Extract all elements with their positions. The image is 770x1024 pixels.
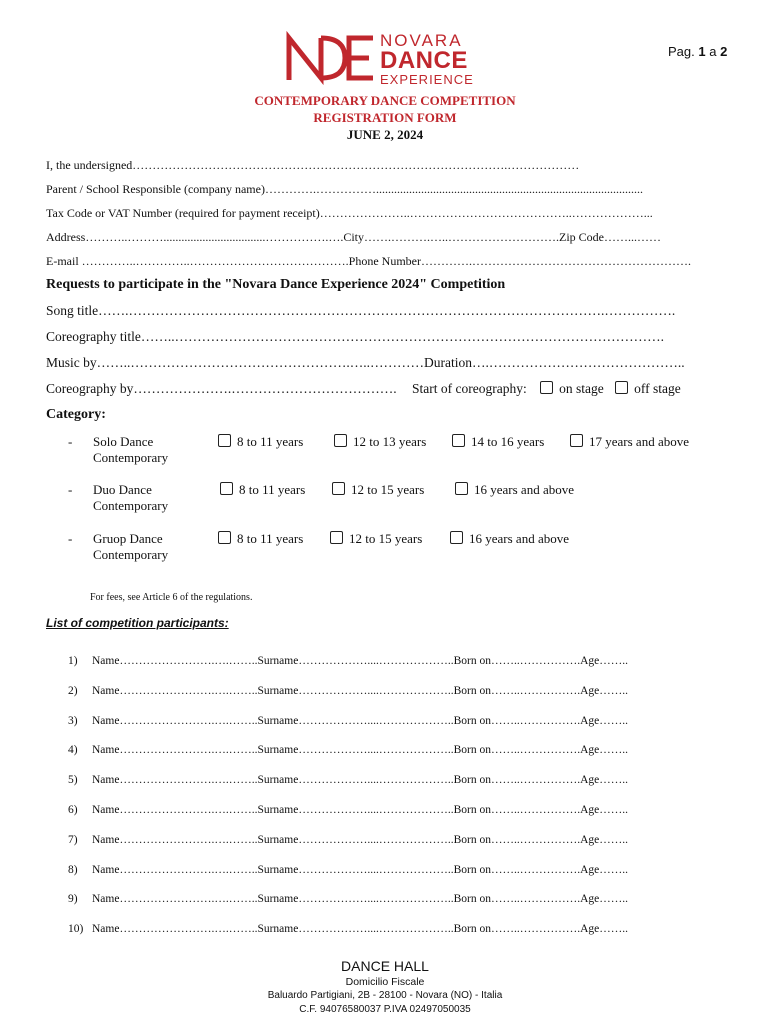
checkbox-icon bbox=[332, 482, 345, 495]
fees-note: For fees, see Article 6 of the regulations. bbox=[90, 592, 253, 603]
checkbox-icon bbox=[615, 381, 628, 394]
checkbox-icon bbox=[540, 381, 553, 394]
checkbox-icon bbox=[218, 531, 231, 544]
logo-word-dance: DANCE bbox=[380, 47, 468, 74]
participant-fields[interactable]: Name…………………….….……..Surname………………....………………..Born on……..…………….Age…….. bbox=[92, 804, 628, 816]
participant-fields[interactable]: Name…………………….….……..Surname………………....………………..Born on……..…………….Age…….. bbox=[92, 893, 628, 906]
participant-row[interactable] bbox=[68, 774, 628, 786]
participant-number: 4) bbox=[68, 744, 78, 757]
checkbox-icon bbox=[450, 531, 463, 544]
category-solo: Solo Dance Contemporary bbox=[93, 434, 169, 465]
duo-12-15-checkbox[interactable]: 12 to 15 years bbox=[332, 482, 424, 498]
logo bbox=[283, 30, 493, 90]
participant-row[interactable] bbox=[68, 744, 628, 756]
checkbox-icon bbox=[455, 482, 468, 495]
participant-fields[interactable]: Name…………………….….……..Surname………………....………………..Born on……..…………….Age…….. bbox=[92, 744, 628, 757]
footer-line3: C.F. 94076580037 P.IVA 02497050035 bbox=[299, 1004, 471, 1015]
category-heading: Category: bbox=[46, 407, 106, 422]
participant-row[interactable] bbox=[68, 834, 628, 846]
duo-8-11-checkbox[interactable]: 8 to 11 years bbox=[220, 482, 305, 498]
undersigned-field[interactable]: I, the undersigned………………………………………………………………………………….……………… bbox=[46, 158, 580, 172]
solo-12-13-checkbox[interactable]: 12 to 13 years bbox=[334, 434, 426, 450]
logo-word-experience: EXPERIENCE bbox=[380, 72, 474, 87]
participant-row[interactable] bbox=[68, 804, 628, 816]
participant-number: 5) bbox=[68, 774, 78, 787]
on-stage-checkbox[interactable]: on stage bbox=[540, 381, 604, 396]
checkbox-icon bbox=[330, 531, 343, 544]
address-field[interactable]: Address………..………..................................…………….….City…….……….…..……………………….Zip Code……...…… bbox=[46, 230, 661, 244]
participant-fields[interactable]: Name…………………….….……..Surname………………....………………..Born on……..…………….Age…….. bbox=[92, 923, 628, 936]
category-duo: Duo Dance Contemporary bbox=[93, 482, 169, 513]
category-dash: - bbox=[68, 482, 73, 497]
start-of-coreography: Start of coreography: on stage off stage bbox=[412, 381, 681, 396]
parent-field[interactable]: Parent / School Responsible (company name)………….……………......................................................................................... bbox=[46, 182, 643, 196]
checkbox-icon bbox=[334, 434, 347, 447]
solo-8-11-checkbox[interactable]: 8 to 11 years bbox=[218, 434, 303, 450]
category-dash: - bbox=[68, 434, 73, 449]
logo-mark-icon bbox=[283, 30, 379, 86]
logo-word-novara: NOVARA bbox=[380, 31, 463, 50]
participant-fields[interactable]: Name…………………….….……..Surname………………....………………..Born on……..…………….Age…….. bbox=[92, 774, 628, 787]
coreography-by-field[interactable]: Coreography by………………….………………………………. bbox=[46, 381, 397, 396]
participant-row[interactable] bbox=[68, 923, 628, 935]
requests-heading: Requests to participate in the "Novara Dance Experience 2024" Competition bbox=[46, 277, 506, 292]
coreography-title-field[interactable]: Coreography title……..………………………………………………………………………………………………. bbox=[46, 329, 664, 344]
participant-fields[interactable]: Name…………………….….……..Surname………………....………………..Born on……..…………….Age…….. bbox=[92, 655, 628, 667]
group-16-plus-checkbox[interactable]: 16 years and above bbox=[450, 531, 569, 547]
participant-number: 8) bbox=[68, 863, 78, 876]
participant-fields[interactable]: Name…………………….….……..Surname………………....………………..Born on……..…………….Age…….. bbox=[92, 833, 628, 846]
participant-row[interactable] bbox=[68, 715, 628, 727]
participant-row[interactable] bbox=[68, 893, 628, 905]
participant-number: 9) bbox=[68, 893, 78, 906]
participants-title: List of competition participants: bbox=[46, 616, 229, 630]
participant-row[interactable] bbox=[68, 655, 628, 667]
solo-17-plus-checkbox[interactable]: 17 years and above bbox=[570, 434, 689, 450]
participant-number: 3) bbox=[68, 714, 78, 727]
participant-fields[interactable]: Name…………………….….……..Surname………………....………………..Born on……..…………….Age…….. bbox=[92, 684, 628, 697]
participant-row[interactable] bbox=[68, 864, 628, 876]
participant-number: 7) bbox=[68, 833, 78, 846]
duo-16-plus-checkbox[interactable]: 16 years and above bbox=[455, 482, 574, 498]
participant-number: 1) bbox=[68, 655, 78, 667]
checkbox-icon bbox=[220, 482, 233, 495]
participant-number: 10) bbox=[68, 923, 84, 936]
checkbox-icon bbox=[570, 434, 583, 447]
music-field[interactable]: Music by……..………………………………………….…..…………Duration….…………………………………….. bbox=[46, 355, 685, 370]
footer-line2: Baluardo Partigiani, 2B - 28100 - Novara (NO) - Italia bbox=[267, 990, 503, 1001]
footer-line1: Domicilio Fiscale bbox=[345, 976, 425, 988]
footer-name: DANCE HALL bbox=[341, 958, 429, 974]
checkbox-icon bbox=[218, 434, 231, 447]
page-number: Pag. 1 a 2 bbox=[668, 44, 728, 59]
category-group: Gruop Dance Contemporary bbox=[93, 531, 169, 562]
form-date: JUNE 2, 2024 bbox=[346, 127, 424, 142]
checkbox-icon bbox=[452, 434, 465, 447]
form-subtitle: REGISTRATION FORM bbox=[313, 110, 457, 125]
solo-14-16-checkbox[interactable]: 14 to 16 years bbox=[452, 434, 544, 450]
form-title: CONTEMPORARY DANCE COMPETITION bbox=[254, 93, 516, 108]
participant-number: 6) bbox=[68, 804, 78, 816]
participant-fields[interactable]: Name…………………….….……..Surname………………....………………..Born on……..…………….Age…….. bbox=[92, 863, 628, 876]
participant-fields[interactable]: Name…………………….….……..Surname………………....………………..Born on……..…………….Age…….. bbox=[92, 714, 628, 727]
email-field[interactable]: E-mail …………..…………..………………………………….Phone Number………….………………………………………………. bbox=[46, 254, 691, 268]
song-title-field[interactable]: Song title…….…………………………………………………………………………………………….……………. bbox=[46, 303, 676, 318]
participant-row[interactable] bbox=[68, 685, 628, 697]
group-8-11-checkbox[interactable]: 8 to 11 years bbox=[218, 531, 303, 547]
off-stage-checkbox[interactable]: off stage bbox=[615, 381, 681, 396]
category-dash: - bbox=[68, 531, 73, 546]
tax-field[interactable]: Tax Code or VAT Number (required for payment receipt)…………………..…………………………………..………………... bbox=[46, 206, 653, 220]
participant-number: 2) bbox=[68, 684, 78, 697]
group-12-15-checkbox[interactable]: 12 to 15 years bbox=[330, 531, 422, 547]
